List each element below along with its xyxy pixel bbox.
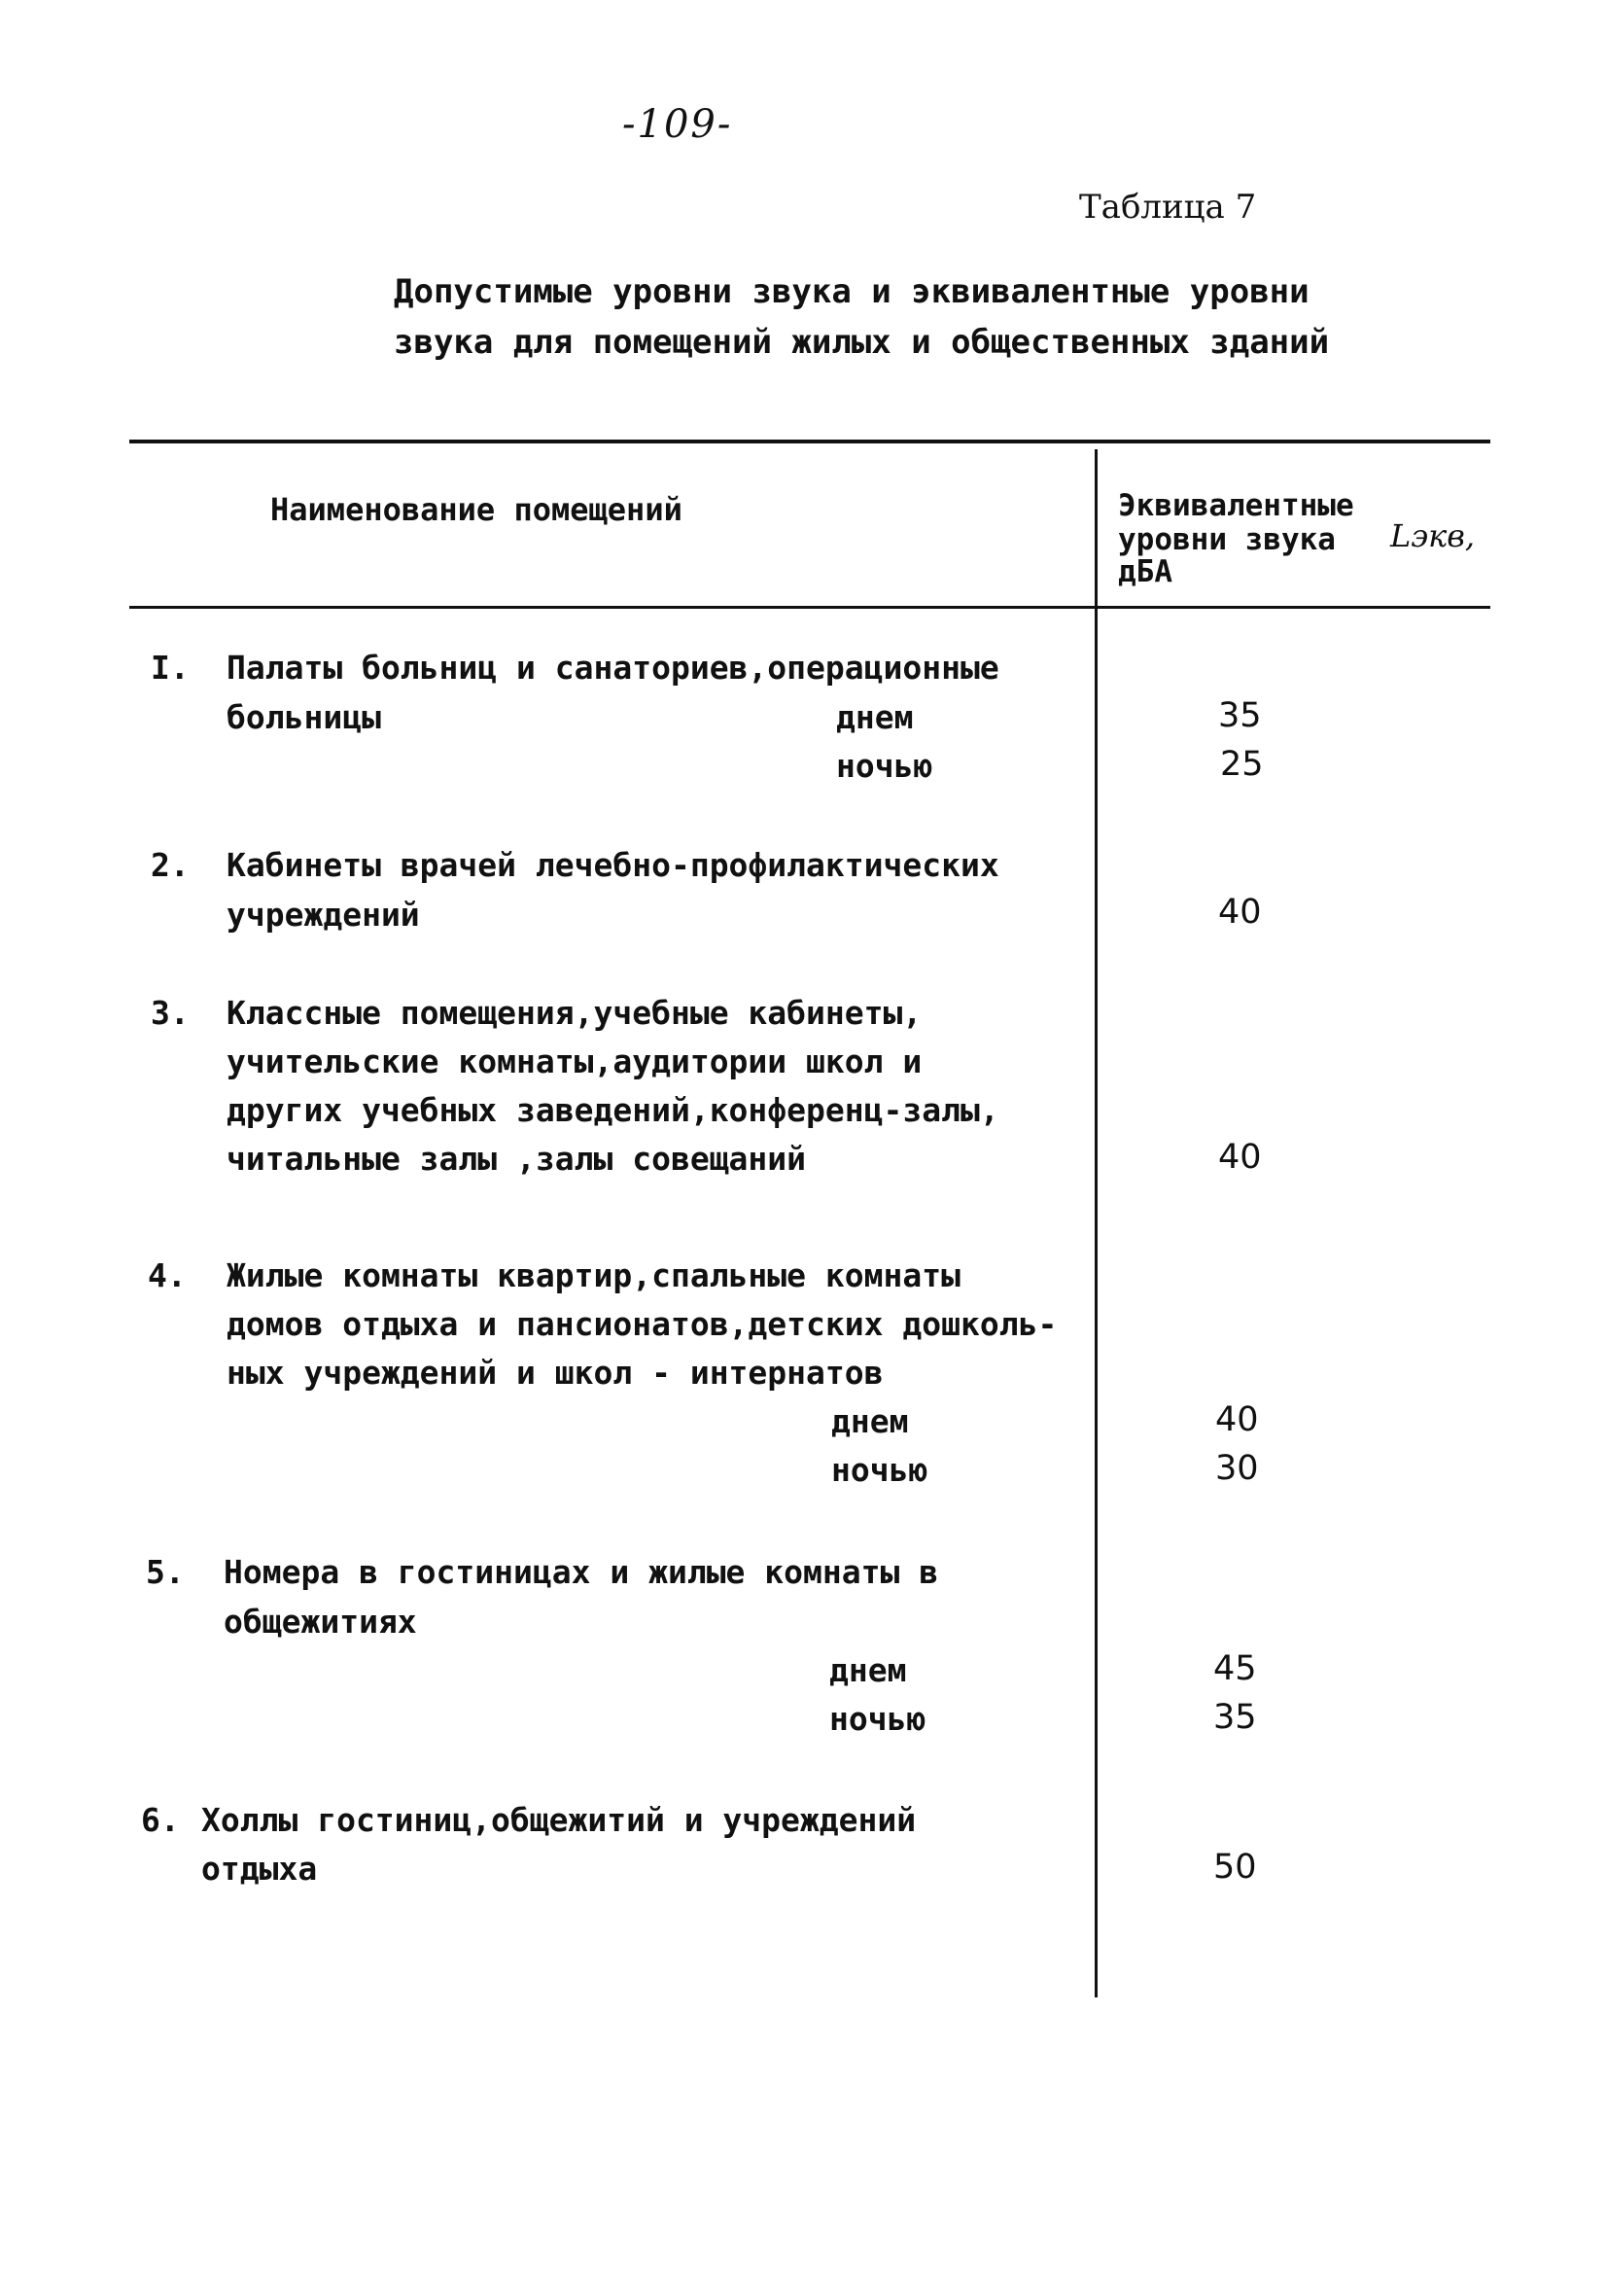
row-text-line: отдыха	[201, 1850, 318, 1888]
row-value: 40	[1215, 1400, 1259, 1439]
row-number: 6.	[141, 1801, 180, 1839]
table-top-rule	[129, 440, 1490, 443]
row-text-line: других учебных заведений,конференц-залы,	[227, 1091, 999, 1129]
row-time-label: ночью	[829, 1700, 926, 1738]
row-text-line: учительские комнаты,аудитории школ и	[227, 1042, 923, 1080]
row-value: 50	[1213, 1848, 1257, 1887]
row-time-label: днем	[829, 1651, 907, 1689]
row-value: 35	[1213, 1698, 1257, 1737]
header-level-line-2: уровни звука	[1118, 522, 1336, 557]
row-number: 3.	[151, 994, 190, 1032]
table-title-line-2: звука для помещений жилых и общественных зданий	[394, 323, 1330, 362]
table-label: Таблица 7	[1079, 188, 1257, 227]
header-level-symbol: Lэкв,	[1390, 517, 1476, 554]
row-value: 40	[1218, 893, 1262, 932]
row-text-line: читальные залы ,залы совещаний	[227, 1140, 807, 1178]
row-number: 4.	[148, 1256, 187, 1294]
row-value: 25	[1220, 745, 1264, 784]
row-text-line: учреждений	[227, 896, 420, 934]
row-text-line: Классные помещения,учебные кабинеты,	[227, 994, 923, 1032]
table-column-divider	[1095, 449, 1098, 1997]
row-time-label: днем	[831, 1402, 909, 1440]
row-value: 45	[1213, 1649, 1257, 1688]
row-value: 30	[1215, 1449, 1259, 1488]
row-value: 35	[1218, 696, 1262, 735]
row-number: 2.	[151, 846, 190, 884]
row-value: 40	[1218, 1138, 1262, 1177]
row-text-line: Палаты больниц и санаториев,операционные	[227, 649, 999, 687]
row-number: I.	[151, 649, 190, 687]
row-time-label: ночью	[836, 747, 933, 785]
table-title-line-1: Допустимые уровни звука и эквивалентные уровни	[394, 272, 1310, 311]
page-number: -109-	[622, 102, 733, 147]
row-text-line: домов отдыха и пансионатов,детских дошколь-	[227, 1305, 1058, 1343]
row-time-label: днем	[836, 698, 914, 736]
row-text-line: общежитиях	[224, 1603, 417, 1641]
row-number: 5.	[146, 1553, 185, 1591]
table-header-rule	[129, 606, 1490, 609]
header-level-line-1: Эквивалентные	[1118, 488, 1354, 523]
row-text-line: ных учреждений и школ - интернатов	[227, 1354, 884, 1392]
header-room-name: Наименование помещений	[270, 491, 682, 528]
row-text-line: Кабинеты врачей лечебно-профилактических	[227, 846, 999, 884]
row-text-line: Номера в гостиницах и жилые комнаты в	[224, 1553, 939, 1591]
header-level-unit: дБА	[1118, 554, 1172, 589]
row-text-line: Холлы гостиниц,общежитий и учреждений	[201, 1801, 917, 1839]
row-text-line: Жилые комнаты квартир,спальные комнаты	[227, 1256, 961, 1294]
row-text-line: больницы	[227, 698, 381, 736]
row-time-label: ночью	[831, 1451, 928, 1489]
